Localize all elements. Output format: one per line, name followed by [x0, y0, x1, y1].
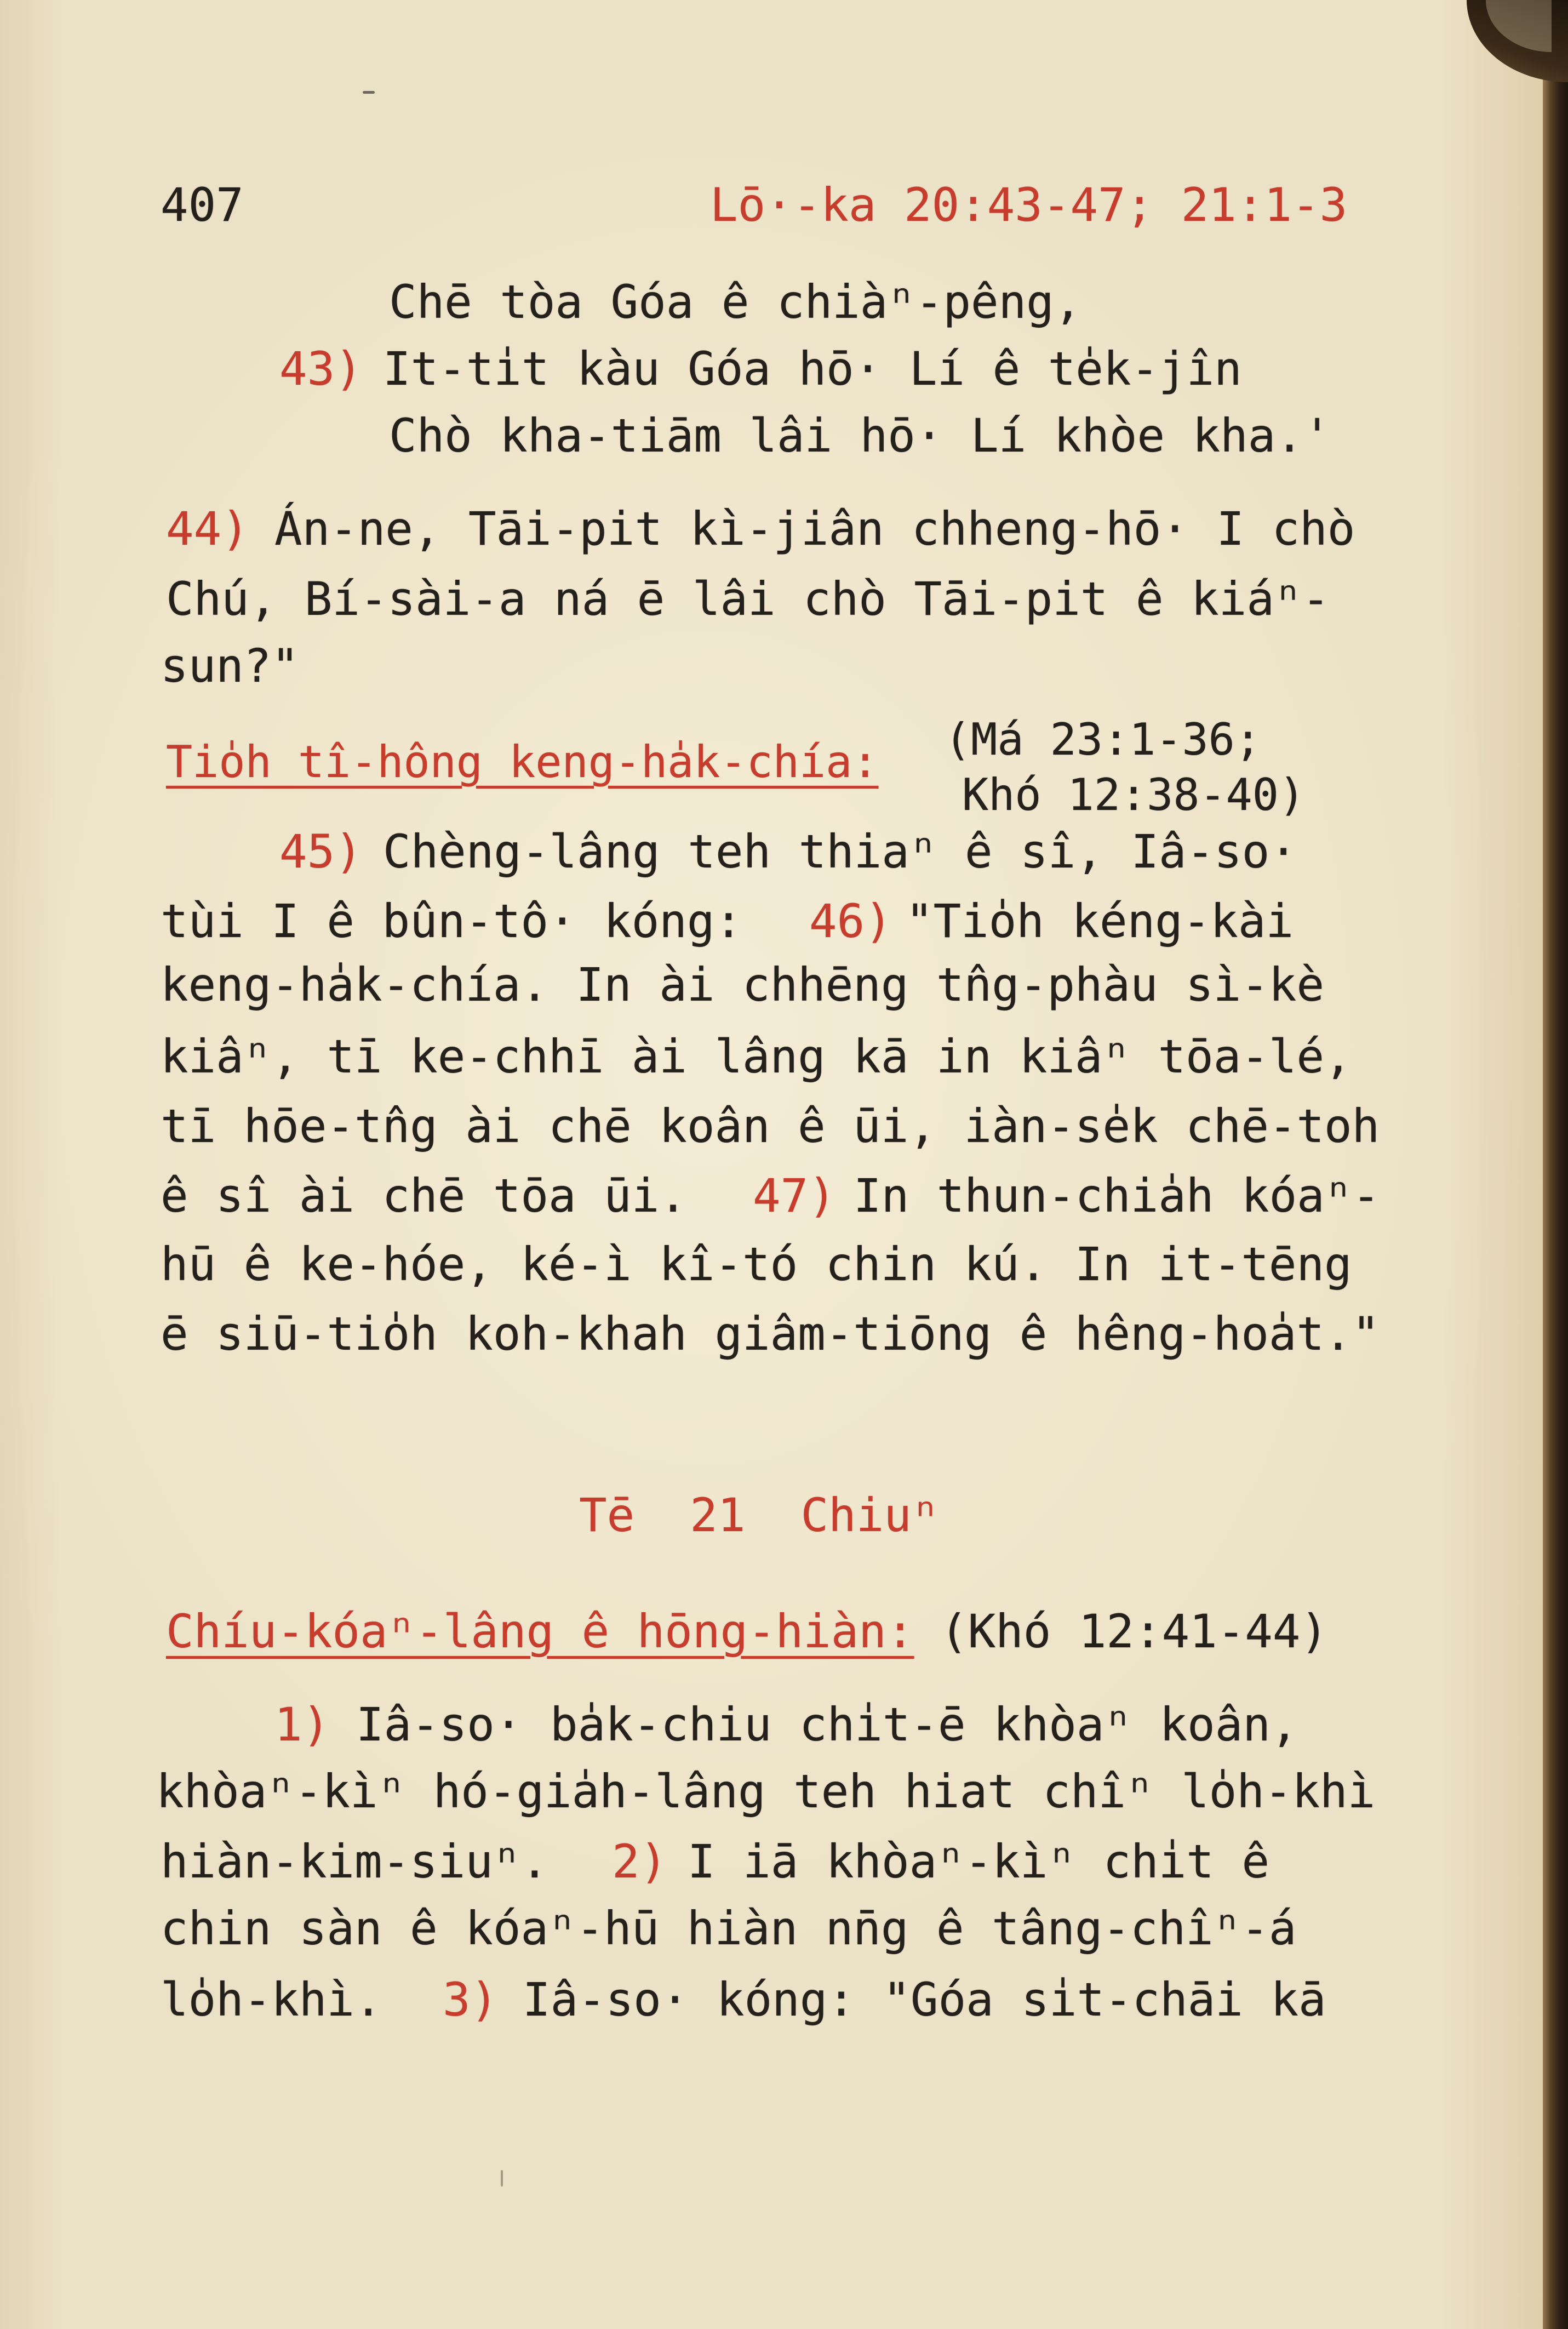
- line-text: ê sî ài chē tōa ūi.: [161, 1169, 687, 1223]
- line-text: sun?": [161, 639, 299, 693]
- section-heading: Chíu-kóaⁿ-lâng ê hōng-hiàn:: [166, 1605, 914, 1658]
- line-text: khòaⁿ-kìⁿ hó-gia̍h-lâng teh hiat chîⁿ lo̍h-khì: [156, 1765, 1376, 1818]
- verse-number: 2): [612, 1835, 668, 1888]
- text-line: [0, 1697, 1534, 1752]
- line-text: "Tio̍h kéng-kài: [906, 894, 1294, 948]
- line-text: kiâⁿ, tī ke-chhī ài lâng kā in kiâⁿ tōa-lé,: [161, 1030, 1352, 1083]
- page-number: 407: [161, 178, 244, 232]
- text-line: [0, 341, 1534, 396]
- verse-number: 43): [279, 342, 363, 396]
- running-head-reference: Lō·-ka 20:43-47; 21:1-3: [710, 178, 1348, 232]
- text-line: [0, 1834, 1534, 1889]
- line-text: It-ti̍t kàu Góa hō· Lí ê te̍k-jîn: [383, 342, 1242, 396]
- ink-speck: [363, 91, 375, 94]
- text-line: [0, 1901, 1534, 1956]
- section-heading: Tio̍h tî-hông keng-ha̍k-chía:: [166, 737, 879, 787]
- line-text: Chú, Bí-sài-a ná ē lâi chò Tāi-pit ê kiáⁿ-: [166, 572, 1330, 626]
- line-text: Chèng-lâng teh thiaⁿ ê sî, Iâ-so·: [383, 825, 1297, 878]
- verse-number: 46): [809, 894, 892, 948]
- text-line: [0, 1306, 1534, 1361]
- line-text: ē siū-tio̍h koh-khah giâm-tiōng ê hêng-hoa̍t.": [161, 1307, 1380, 1361]
- text-line: [0, 1029, 1534, 1084]
- line-text: keng-ha̍k-chía. In ài chhēng tn̂g-phàu sì-kè: [161, 958, 1325, 1012]
- text-line: [0, 1168, 1534, 1223]
- line-text: tùi I ê bûn-tô· kóng:: [161, 894, 743, 948]
- line-text: hiàn-kim-siuⁿ.: [161, 1835, 549, 1888]
- running-header: [0, 178, 1534, 232]
- cross-reference-row: [0, 768, 1534, 823]
- line-text: lo̍h-khì.: [161, 1973, 382, 2027]
- text-line: [0, 1972, 1534, 2027]
- line-text: hū ê ke-hóe, ké-ì kî-tó chin kú. In it-tēng: [161, 1237, 1352, 1291]
- verse-number: 45): [279, 825, 363, 878]
- text-line: [0, 894, 1534, 949]
- text-line: [0, 824, 1534, 879]
- line-text: Iâ-so· kóng: "Góa si̍t-chāi kā: [523, 1973, 1326, 2027]
- line-text: In thun-chia̍h kóaⁿ-: [854, 1169, 1380, 1223]
- chapter-heading-row: [0, 1488, 1534, 1543]
- text-line: [0, 408, 1534, 463]
- text-line: [0, 1099, 1534, 1154]
- text-line: [0, 638, 1534, 693]
- cross-reference: (Má 23:1-36;: [945, 714, 1261, 765]
- page-edge-shadow: [1543, 0, 1568, 2329]
- text-line: [0, 275, 1534, 329]
- section-heading-row: [0, 1604, 1534, 1659]
- verse-number: 1): [274, 1698, 330, 1751]
- verse-number: 47): [753, 1169, 836, 1223]
- text-line: [0, 572, 1534, 626]
- cross-reference: Khó 12:38-40): [962, 769, 1306, 820]
- chapter-heading: Tē 21 Chiuⁿ: [579, 1488, 940, 1542]
- text-line: [0, 1237, 1534, 1292]
- verse-number: 44): [166, 502, 249, 556]
- line-text: Chē tòa Góa ê chiàⁿ-pêng,: [389, 275, 1082, 329]
- verse-number: 3): [443, 1973, 499, 2027]
- line-text: tī hōe-tn̂g ài chē koân ê ūi, iàn-se̍k chē-toh: [161, 1099, 1380, 1153]
- line-text: I iā khòaⁿ-kìⁿ chi̍t ê: [688, 1835, 1270, 1888]
- ink-speck: [501, 2170, 503, 2187]
- text-line: [0, 501, 1534, 556]
- text-line: [0, 1764, 1534, 1819]
- line-text: Iâ-so· ba̍k-chiu chi̍t-ē khòaⁿ koân,: [356, 1698, 1298, 1751]
- cross-reference-row: [0, 712, 1534, 767]
- text-line: [0, 957, 1534, 1012]
- line-text: chin sàn ê kóaⁿ-hū hiàn nn̄g ê tâng-chîⁿ-á: [161, 1902, 1297, 1955]
- line-text: Án-ne, Tāi-pit kì-jiân chheng-hō· I chò: [274, 502, 1355, 556]
- cross-reference: (Khó 12:41-44): [940, 1605, 1329, 1658]
- line-text: Chò kha-tiām lâi hō· Lí khòe kha.': [389, 409, 1331, 463]
